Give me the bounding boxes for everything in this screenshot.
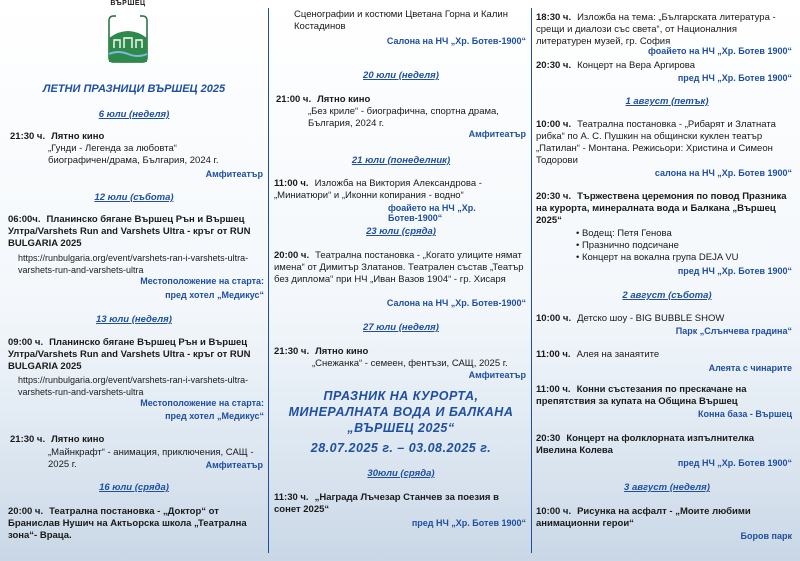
event-item <box>536 433 792 457</box>
event-time: 21:30 ч. <box>274 346 310 357</box>
event-venue: пред НЧ „Хр. Ботев 1900“ <box>677 458 792 468</box>
event-item <box>536 119 792 167</box>
program-column-3 <box>534 0 800 561</box>
event-time: 06:00ч. <box>8 214 41 225</box>
event-title: Изложба на тема: „Българската литература - срещи и диалози със света“, от Националния литературен музей, гр. София <box>536 12 776 47</box>
event-time: 18:30 ч. <box>536 12 572 23</box>
date-heading: 6 юли (неделя) <box>98 109 170 120</box>
varshets-logo-icon <box>106 10 150 68</box>
event-time: 11:00 ч. <box>536 384 571 395</box>
logo-text: ВЪРШЕЦ <box>110 0 146 7</box>
event-item <box>8 337 264 373</box>
event-title: Планинско бягане Вършец Рън и Вършец Ултра/Varshets Run and Varshets Ultra - кръг от RUN BULGARIA 2025 <box>8 337 251 372</box>
event-venue: Конна база - Вършец <box>698 409 792 419</box>
event-desc: биографичен/драма, България, 2024 г. <box>48 155 219 166</box>
event-item <box>276 94 526 106</box>
event-time: 11:00 ч. <box>274 178 309 189</box>
event-title: Лятно кино <box>51 434 105 445</box>
event-time: 11:00 ч. <box>536 349 571 360</box>
event-item <box>8 214 264 250</box>
event-venue: пред НЧ „Хр. Ботев 1900“ <box>411 518 526 528</box>
date-heading: 12 юли (събота) <box>94 192 174 203</box>
event-desc: „Снежанка“ - семеен, фентъзи, САЩ, 2025 г. <box>312 358 508 369</box>
event-desc: „Майнкрафт“ - анимация, приключения, САЩ - 2025 г. <box>48 447 254 470</box>
event-time: 11:30 ч. <box>274 492 309 503</box>
event-item <box>8 506 264 542</box>
event-desc: Сценографии и костюми Цветана Горна и Калин Костадинов <box>294 9 508 32</box>
ceremony-bullet: • Водещ: Петя Генова <box>576 228 672 239</box>
event-time: 10:00 ч. <box>536 119 572 130</box>
festival-dates: 28.07.2025 г. – 03.08.2025 г. <box>310 441 492 455</box>
event-item <box>536 191 792 227</box>
event-desc: „Гунди - Легенда за любовта“ <box>48 143 177 154</box>
column-divider-left <box>268 8 269 553</box>
event-time: 10:00 ч. <box>536 506 572 517</box>
event-venue: пред НЧ „Хр. Ботев 1900“ <box>677 73 792 83</box>
event-title: Конни състезания по прескачане на препятствия за купата на Община Вършец <box>536 384 747 407</box>
event-title: Тържествена церемония по повод Празника на курорта, минералната вода и Балкана „Вършец 2025“ <box>536 191 787 226</box>
event-venue: Алеята с чинарите <box>708 363 792 373</box>
event-time: 09:00 ч. <box>8 337 44 348</box>
festival-main-title: „ВЪРШЕЦ 2025“ <box>347 421 455 435</box>
date-heading: 1 август (петък) <box>625 96 709 107</box>
event-title: Театрална постановка - „Доктор“ от Бранислав Нушич на Актьорска школа „Театрална зона“- Враца. <box>8 506 247 541</box>
event-venue: Амфитеатър <box>205 460 263 470</box>
event-venue: Салона на НЧ „Хр. Ботев-1900“ <box>386 298 526 308</box>
date-heading: 30юли (сряда) <box>367 468 435 479</box>
event-item <box>536 349 792 361</box>
event-title: Концерт на Вера Аргирова <box>577 60 696 71</box>
event-venue: Парк „Слънчева градина“ <box>675 326 792 336</box>
date-heading: 23 юли (сряда) <box>366 226 436 237</box>
event-title: Лятно кино <box>317 94 371 105</box>
festival-main-title: ПРАЗНИК НА КУРОРТА, <box>323 389 479 403</box>
event-title: Концерт на фолклорната изпълнителка Ивелина Колева <box>536 433 755 456</box>
event-time: 20:30 <box>536 433 561 444</box>
date-heading: 3 август (неделя) <box>624 482 710 493</box>
event-venue: Амфитеатър <box>468 129 526 139</box>
ceremony-bullet: • Празнично подсичане <box>576 240 679 251</box>
festival-main-title: МИНЕРАЛНАТА ВОДА И БАЛКАНА <box>288 405 514 419</box>
event-link[interactable]: https://runbulgaria.org/event/varshets-ran-i-varshets-ultra-varshets-run-and-varshets-ultra <box>18 253 249 275</box>
event-time: 20:00 ч. <box>274 250 310 261</box>
event-time: 21:30 ч. <box>10 434 46 445</box>
ceremony-bullet: • Концерт на вокална група DEJA VU <box>576 252 739 263</box>
event-title: „Награда Лъчезар Станчев за поезия в сонет 2025“ <box>274 492 499 515</box>
date-heading: 20 юли (неделя) <box>363 70 439 81</box>
event-time: 21:00 ч. <box>276 94 312 105</box>
event-time: 10:00 ч. <box>536 313 572 324</box>
date-heading: 13 юли (неделя) <box>96 314 172 325</box>
bullet-text: Празнично подсичане <box>581 240 679 251</box>
date-heading: 2 август (събота) <box>622 290 712 301</box>
event-desc: „Без криле“ - биографична, спортна драма, България, 2024 г. <box>308 106 499 129</box>
event-item <box>274 346 526 358</box>
bullet-text: Водещ: Петя Генова <box>581 228 672 239</box>
event-link[interactable]: https://runbulgaria.org/event/varshets-ran-i-varshets-ultra-varshets-run-and-varshets-ultra <box>18 375 249 397</box>
event-title: Изложба на Виктория Александрова - „Миниатюри“ и „Иконни копирания - водно“ <box>274 178 482 201</box>
event-title: Театрална постановка - „Рибарят и Златната рибка“ по А. С. Пушкин на общински куклен театър „Патилан“ - Монтана. Режисьори: Христина и Симеон Тодорови <box>536 119 776 166</box>
event-item <box>536 60 792 72</box>
event-title: Детско шоу - BIG BUBBLE SHOW <box>577 313 725 324</box>
event-item <box>536 313 792 325</box>
event-venue: пред хотел „Медикус“ <box>165 411 264 421</box>
event-time: 21:30 ч. <box>10 131 46 142</box>
event-item <box>536 384 792 408</box>
event-time: 20:30 ч. <box>536 60 572 71</box>
event-item <box>10 131 265 143</box>
event-title: Театрална постановка - „Когато улиците нямат имена“ от Димитър Златанов. Театрален състав „Театър без диплома“ при НЧ „Иван Вазов 1904“ - гр. Хисаря <box>274 250 524 285</box>
event-title: Алея на занаятите <box>576 349 660 360</box>
festival-title: ЛЕТНИ ПРАЗНИЦИ ВЪРШЕЦ 2025 <box>42 83 226 95</box>
event-title: Лятно кино <box>315 346 369 357</box>
event-item <box>274 250 526 286</box>
program-column-1 <box>0 0 268 561</box>
event-item <box>536 12 792 48</box>
event-title: Рисунка на асфалт - „Моите любими анимационни герои“ <box>536 506 751 529</box>
ceremony-bullet-list <box>558 228 800 264</box>
start-location-label: Местоположение на старта: <box>140 398 264 408</box>
event-venue: пред НЧ „Хр. Ботев 1900“ <box>677 266 792 276</box>
event-time: 20:00 ч. <box>8 506 44 517</box>
start-location-label: Местоположение на старта: <box>140 276 264 286</box>
event-venue: Салона на НЧ „Хр. Ботев-1900“ <box>386 36 526 46</box>
event-venue: салона на НЧ „Хр. Ботев 1900“ <box>654 168 792 178</box>
event-item <box>274 178 526 202</box>
event-item <box>536 506 792 530</box>
event-title: Планинско бягане Вършец Рън и Вършец Ултра/Varshets Run and Varshets Ultra - кръг от RUN BULGARIA 2025 <box>8 214 251 249</box>
event-venue: Амфитеатър <box>205 169 263 179</box>
event-item <box>274 492 526 516</box>
date-heading: 27 юли (неделя) <box>363 322 439 333</box>
event-venue: Боров парк <box>740 531 792 541</box>
event-venue: Амфитеатър <box>468 370 526 380</box>
event-venue: фоайето на НЧ „Хр. Ботев 1900“ <box>648 46 792 56</box>
event-item <box>10 434 265 446</box>
event-time: 20:30 ч. <box>536 191 572 202</box>
event-title: Лятно кино <box>51 131 105 142</box>
date-heading: 16 юли (сряда) <box>99 482 169 493</box>
event-venue: фоайето на НЧ „Хр. Ботев-1900“ <box>388 203 476 223</box>
bullet-text: Концерт на вокална група DEJA VU <box>581 252 739 263</box>
date-heading: 21 юли (понеделник) <box>351 155 451 166</box>
event-venue: пред хотел „Медикус“ <box>165 290 264 300</box>
program-column-2 <box>270 0 532 561</box>
